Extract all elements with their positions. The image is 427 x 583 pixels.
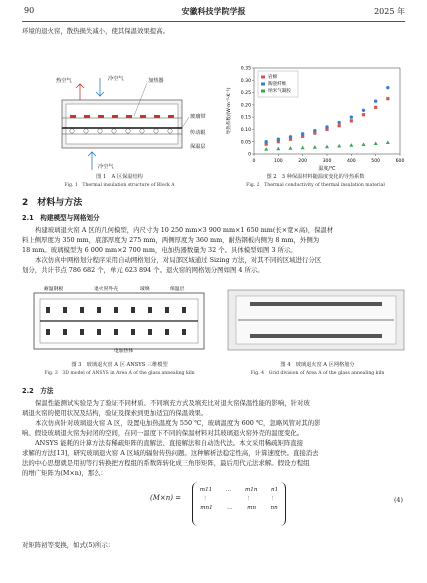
point-rock-wool [386, 97, 389, 100]
roller-icon [112, 129, 116, 133]
point-rock-wool [374, 106, 377, 109]
section-2-title: 2 材料与方法 [22, 198, 83, 208]
para3-line1: 保温性能测试实验是为了验证不同材质、不同填充方式及填充比对退火窑保温性能的影响，针对玻 [35, 399, 310, 407]
matrix-cell: ⋮ [202, 496, 208, 502]
x-tick-label: 300 [322, 159, 332, 164]
para3-line3: 本次仿真针对玻璃退火窑 A 区，设置电加热温度为 550 ℃，玻璃温度为 600 ℃，忽略风管对其的影 [35, 419, 321, 427]
fig3-heater-bottom [46, 329, 50, 335]
journal-title: 安徽科技学院学报 [181, 6, 246, 16]
cold-air-arrow-bottom [88, 152, 96, 170]
legend-label: 陶瓷纤维 [268, 82, 287, 87]
legend-label: 岩棉 [268, 75, 278, 80]
legend-label: 纳米气凝胶 [268, 89, 291, 94]
heater-icon [70, 115, 76, 118]
para3-line8: 的增广矩阵为(M×n)，那么： [22, 469, 107, 477]
fig3-heater-top [80, 307, 84, 313]
fig3-heater-bottom [97, 329, 101, 335]
heater-icon [126, 115, 132, 118]
matrix-cell: … [227, 505, 233, 511]
figure1-caption-en: Fig. 1 Thermal insulation structure of Block A [64, 183, 175, 188]
point-ceramic-fiber [277, 138, 280, 141]
y-tick-label: 0.20 [240, 103, 251, 109]
matrix-cell: mn [247, 505, 257, 511]
heater-icon [140, 115, 146, 118]
fig3-heater-bottom [80, 329, 84, 335]
point-rock-wool [338, 124, 341, 127]
y-tick-label: 0.25 [240, 91, 251, 97]
point-ceramic-fiber [289, 135, 292, 138]
point-ceramic-fiber [313, 129, 316, 132]
label-hot-air: 热空气 [56, 78, 72, 84]
figure2-caption-cn: 图 2 3 种保温材料随温度变化的导热系数 [266, 174, 365, 180]
point-ceramic-fiber [362, 109, 365, 112]
y-tick-label: 0.10 [240, 128, 251, 134]
y-tick-label: 0 [248, 152, 251, 158]
heater-icon [154, 115, 160, 118]
para3-line7: 法的中心思想就是用初等行转换把方程组的系数阵转化成三角形矩阵，最后用代元法求解。假设方程组 [22, 459, 310, 467]
label-glass: 玻璃带 [190, 114, 206, 120]
fig3-heater-bottom [63, 329, 67, 335]
point-rock-wool [362, 113, 365, 116]
label-glass3: 玻璃 [140, 287, 150, 292]
header-rule [22, 21, 405, 22]
matrix-cell: m11 [199, 487, 213, 493]
para2-line1: 本次仿真中网格划分程序采用自动网格划分，对局部区域通过 Sizing 方法，对其不同的区域进行分区 [35, 256, 322, 264]
label-cold-air-bottom: 冷空气 [98, 164, 114, 170]
matrix-cell: nn [270, 505, 278, 511]
para2-line2: 划分，共计节点 786 682 个，单元 623 894 个。退火窑的网格划分图如图 4 所示。 [22, 266, 264, 274]
figure1-diagram [22, 72, 217, 172]
roller-icon [140, 129, 144, 133]
matrix-cell: ⋮ [245, 496, 252, 502]
fig3-heater-bottom [165, 329, 169, 335]
section-21-title: 2.1 构建模型与网格划分 [22, 214, 100, 222]
fig3-heater-bottom [148, 329, 152, 335]
fig3-heater-top [114, 307, 118, 313]
para1-line2: 料上侧厚度为 350 mm，底部厚度为 275 mm，两侧厚度为 360 mm，耐热钢板内侧为 8 mm，外侧为 [22, 236, 320, 244]
x-tick-label: 600 [395, 159, 405, 164]
x-tick-label: 500 [371, 159, 381, 164]
equation-number: (4) [393, 496, 403, 504]
fig3-heater-top [131, 307, 135, 313]
final-line: 对矩阵初等变换，如式(5)所示： [22, 541, 115, 549]
roller-icon [70, 129, 74, 133]
fig3-heater-bottom [131, 329, 135, 335]
para3-line4: 响。假设玻璃退火窑为封闭的空间，在同一温度下不同的保温材料对其玻璃退火窑外壳的温度变化。 [22, 429, 304, 437]
fig3-heater-top [165, 307, 169, 313]
fig3-heater-top [182, 307, 186, 313]
point-rock-wool [350, 119, 353, 122]
mesh-heater-top [250, 302, 382, 306]
label-heater3: 电加热体 [114, 349, 134, 353]
point-ceramic-fiber [350, 115, 353, 118]
figure3-caption-cn: 图 3 玻璃退火窑 A 区 ANSYS 三维模型 [71, 362, 168, 368]
cold-air-arrow-top [96, 78, 104, 96]
page-number: 90 [24, 6, 35, 15]
legend-swatch [261, 83, 265, 86]
figure3-caption-en: Fig. 3 3D model of ANSYS in Area A of the glass annealing kiln [44, 371, 195, 376]
fig3-heater-top [46, 307, 50, 313]
heater-icon [112, 115, 118, 118]
y-tick-label: 0.05 [240, 140, 251, 146]
x-tick-label: 400 [346, 159, 356, 164]
label-steel: 耐温钢板 [44, 287, 64, 292]
para3-line6: 求解的方法[13]，研究玻璃退火窑 A 区域的辐射传热问题。这种解析法稳定性高，计算速度快。直接消去 [22, 449, 319, 457]
label-heater: 加热器 [148, 78, 164, 84]
fig3-heater-bottom [114, 329, 118, 335]
point-ceramic-fiber [374, 99, 377, 102]
point-ceramic-fiber [386, 86, 389, 89]
figure4-mesh [226, 288, 406, 352]
section-22-title: 2.2 方法 [22, 387, 54, 395]
heater-icon [84, 115, 90, 118]
roller-icon [154, 129, 158, 133]
figure1-caption-cn: 图 1 A 区保温结构 [96, 174, 143, 180]
x-tick-label: 100 [273, 159, 283, 164]
hot-air-arrow [76, 84, 84, 100]
fig3-heater-top [63, 307, 67, 313]
fig3-heater-top [148, 307, 152, 313]
inner-kiln [66, 104, 178, 144]
x-tick-label: 200 [298, 159, 308, 164]
legend-swatch [261, 90, 265, 93]
para1-line1: 构建玻璃退火窑 A 区的几何模型，内尺寸为 10 250 mm×3 900 mm×1 650 mm(长×宽×高)，保温材 [35, 226, 334, 234]
figure2-chart [222, 62, 407, 174]
heater-icon [168, 115, 174, 118]
legend-swatch [261, 76, 265, 79]
y-tick-label: 0.35 [240, 66, 251, 72]
equation-matrix [192, 482, 286, 526]
roller-icon [98, 129, 102, 133]
label-cold-air-top: 冷空气 [108, 76, 124, 82]
label-insulation3: 保温层 [170, 287, 185, 292]
chart-legend [258, 71, 298, 97]
label-furnace: 退火窑外壳 [94, 287, 118, 292]
figure3-model [22, 283, 217, 353]
label-insulation: 保温层 [190, 144, 206, 150]
roller-icon [168, 129, 172, 133]
figure4-caption-en: Fig. 4 Grid division of Area A of the glass annealing kiln [250, 371, 385, 376]
para3-line2: 璃退火窑的使用状况及结构，验证及探索到更加适宜的保温效果。 [22, 409, 208, 417]
equation-lhs: (M×n) = [150, 494, 182, 502]
label-roller: 传动辊 [190, 130, 206, 136]
matrix-cell: ⋮ [269, 496, 276, 502]
intro-line: 环境的退火窑，散热损失减小，使其保温效果提高。 [22, 27, 169, 35]
point-ceramic-fiber [325, 125, 328, 128]
y-tick-label: 0.15 [240, 115, 251, 121]
roller-icon [84, 129, 88, 133]
fig3-heater-top [97, 307, 101, 313]
matrix-cell: n1 [271, 487, 279, 493]
point-ceramic-fiber [264, 140, 267, 143]
y-axis-label: 导热系数/(W·m⁻¹·K⁻¹) [227, 87, 232, 135]
y-tick-label: 0.30 [240, 78, 251, 84]
para3-line5: ANSYS 能耗的计算方法有稀疏矩阵的直解法、直接解法和自动迭代法。本文采用稀疏矩阵直接 [35, 439, 304, 447]
matrix-cell: … [225, 487, 232, 493]
matrix-cell: m1n [244, 487, 258, 493]
fig3-heater-bottom [182, 329, 186, 335]
matrix-cell: mn1 [200, 505, 213, 511]
figure2-caption-en: Fig. 2 Thermal conductivity of thermal insulation material [246, 183, 385, 188]
figure4-caption-cn: 图 4 玻璃退火窑 A 区网格划分 [280, 362, 355, 368]
mesh-heater-bottom [250, 334, 382, 338]
roller-icon [126, 129, 130, 133]
point-ceramic-fiber [337, 121, 340, 124]
x-tick-label: 0 [252, 159, 256, 164]
heater-icon [98, 115, 104, 118]
year: 2025 年 [374, 7, 405, 16]
x-axis-label: 温度/℃ [318, 166, 336, 172]
point-ceramic-fiber [301, 132, 304, 135]
para1-line3: 18 mm。玻璃模型为 6 000 mm×2 700 mm，电加热器数量为 32 个。具体模型如图 3 所示。 [22, 246, 297, 254]
